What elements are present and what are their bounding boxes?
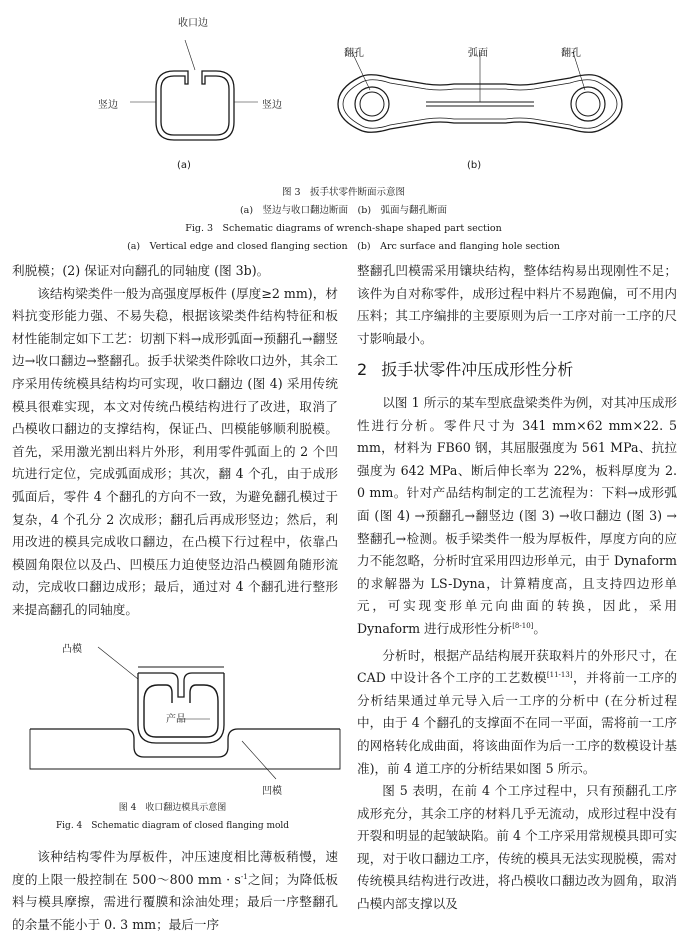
paragraph: 以图 1 所示的某车型底盘梁类件为例，对其冲压成形性进行分析。零件尺寸为 341 mm×62 mm×22. 5 mm，材料为 FB60 钢，其屈服强度为 561 MPa、抗拉强度为 642 MPa、断后伸长率为 22%，板料厚度为 2. 0 mm。针对产品结构制定的工艺流程为：下料→成形弧面 (图 4) →预翻孔→翻竖边 (图 3) →收口翻边 (图 3) →整翻孔→检测。板手梁类件一般为厚板件，厚度方向的应力不能忽略，分析时宜采用四边形单元，由于 Dynaform 的求解器为 LS-Dyna，计算精度高，且支持四边形单元，可实现变形单元向曲面的转换，因此，采用 Dynaform 进行成形性分析[8-10]。 [357, 395, 677, 636]
paragraph: 图 5 表明，在前 4 个工序过程中，只有预翻孔工序成形充分，其余工序的材料几乎无流动，成形过程中没有开裂和明显的起皱缺陷。前 4 个工序采用常规模具即可实现，对于收口翻边工序，传统的模具无法实现脱模，需对传统模具结构进行改进，将凸模收口翻边改为圆角，取消凸模内部支撑以及 [357, 783, 677, 912]
left-column-bottom [12, 846, 338, 936]
fig4-caption-en: Fig. 4 Schematic diagram of closed flanging mold [55, 821, 290, 831]
fig4-label-product: 产品 [166, 714, 186, 725]
paragraph: 该结构梁类件一般为高强度厚板件 (厚度≥2 mm)，材料抗变形能力强、不易失稳，根据该梁类件结构特征和板材性能制定如下工艺：切割下料→成形弧面→预翻孔→翻竖边→收口翻边→整翻孔。扳手状梁类件除收口边外，其余工序采用传统模具结构均可实现，收口翻边 (图 4) 采用传统模具很难实现，本文对传统凸模结构进行了改进，取消了凸模收口翻边的支撑结构，保证凸、凹模能够顺利脱模。首先，采用激光割出料片外形，利用零件弧面上的 2 个凹坑进行定位，完成弧面成形；其次，翻 4 个孔，由于成形弧面后，零件 4 个翻孔的方向不一致，为避免翻孔模过于复杂，4 个孔分 2 次成形；翻孔后再成形竖边；然后，利用改进的模具完成收口翻边，在凸模下行过程中，依靠凸模圆角限位以及凸、凹模压力迫使竖边沿凸模圆角随形流动，完成收口翻边成形；最后，通过对 4 个翻孔进行整形来提高翻孔的同轴度。 [12, 285, 338, 617]
fig3-caption-cn: 图 3 扳手状零件断面示意图 [281, 187, 406, 198]
fig4-label-punch: 凸模 [62, 644, 82, 655]
paragraph: 整翻孔凹模需采用镶块结构，整体结构易出现刚性不足；该件为自对称零件，成形过程中料片不易跑偏，可不用内压料；其工序编排的主要原则为后一工序对前一工序的尺寸影响最小。 [357, 263, 677, 346]
section-number: 2 [357, 360, 368, 379]
fig3a-label-vertical-right: 竖边 [262, 100, 282, 111]
fig3b-label-hole-right: 翻孔 [561, 48, 581, 59]
fig3-caption-cn-sub: (a) 竖边与收口翻边断面 (b) 弧面与翻孔断面 [239, 205, 448, 216]
fig4-label-die: 凹模 [262, 786, 282, 797]
fig3a-sub-label: (a) [177, 160, 191, 171]
fig3-caption-en: Fig. 3 Schematic diagrams of wrench-shape shaped part section [185, 223, 502, 234]
section-title: 扳手状零件冲压成形性分析 [381, 360, 574, 379]
fig3a-label-vertical-left: 竖边 [98, 100, 118, 111]
left-column-top [12, 260, 338, 622]
fig3b-sub-label: (b) [467, 160, 482, 171]
fig3b-label-arc: 弧面 [468, 48, 488, 59]
fig3a-label-closed-edge: 收口边 [178, 18, 208, 29]
fig3b-label-hole-left: 翻孔 [344, 48, 364, 59]
fig3-caption-en-sub: (a) Vertical edge and closed flanging section (b) Arc surface and flanging hole section [127, 241, 560, 252]
right-column-body [357, 392, 677, 916]
fig4-caption-cn: 图 4 收口翻边模具示意图 [118, 803, 227, 813]
paragraph: 该种结构零件为厚板件，冲压速度相比薄板稍慢，速度的上限一般控制在 500～800 mm · $s^{-1}$之间；为降低板料与模具摩擦，需进行覆膜和涂油处理；最后一序整翻孔的余量不能小于 0. 3 mm；最后一序 [12, 849, 338, 932]
fig3a-section-icon [130, 40, 260, 150]
paragraph: 分析时，根据产品结构展开获取料片的外形尺寸，在 CAD 中设计各个工序的工艺数模[11-13]，并将前一工序的分析结果通过单元导入后一工序的分析中 (在分析过程中，由于 4 个翻孔的支撑面不在同一平面，需将前一工序的网格转化成曲面，将该曲面作为后一工序的数模设计基准)，前 4 道工序的分析结果如图 5 所示。 [357, 647, 677, 776]
paragraph: 利脱模；(2) 保证对向翻孔的同轴度 (图 3b)。 [12, 263, 270, 278]
section-heading [357, 357, 573, 380]
right-column-top [357, 260, 677, 350]
